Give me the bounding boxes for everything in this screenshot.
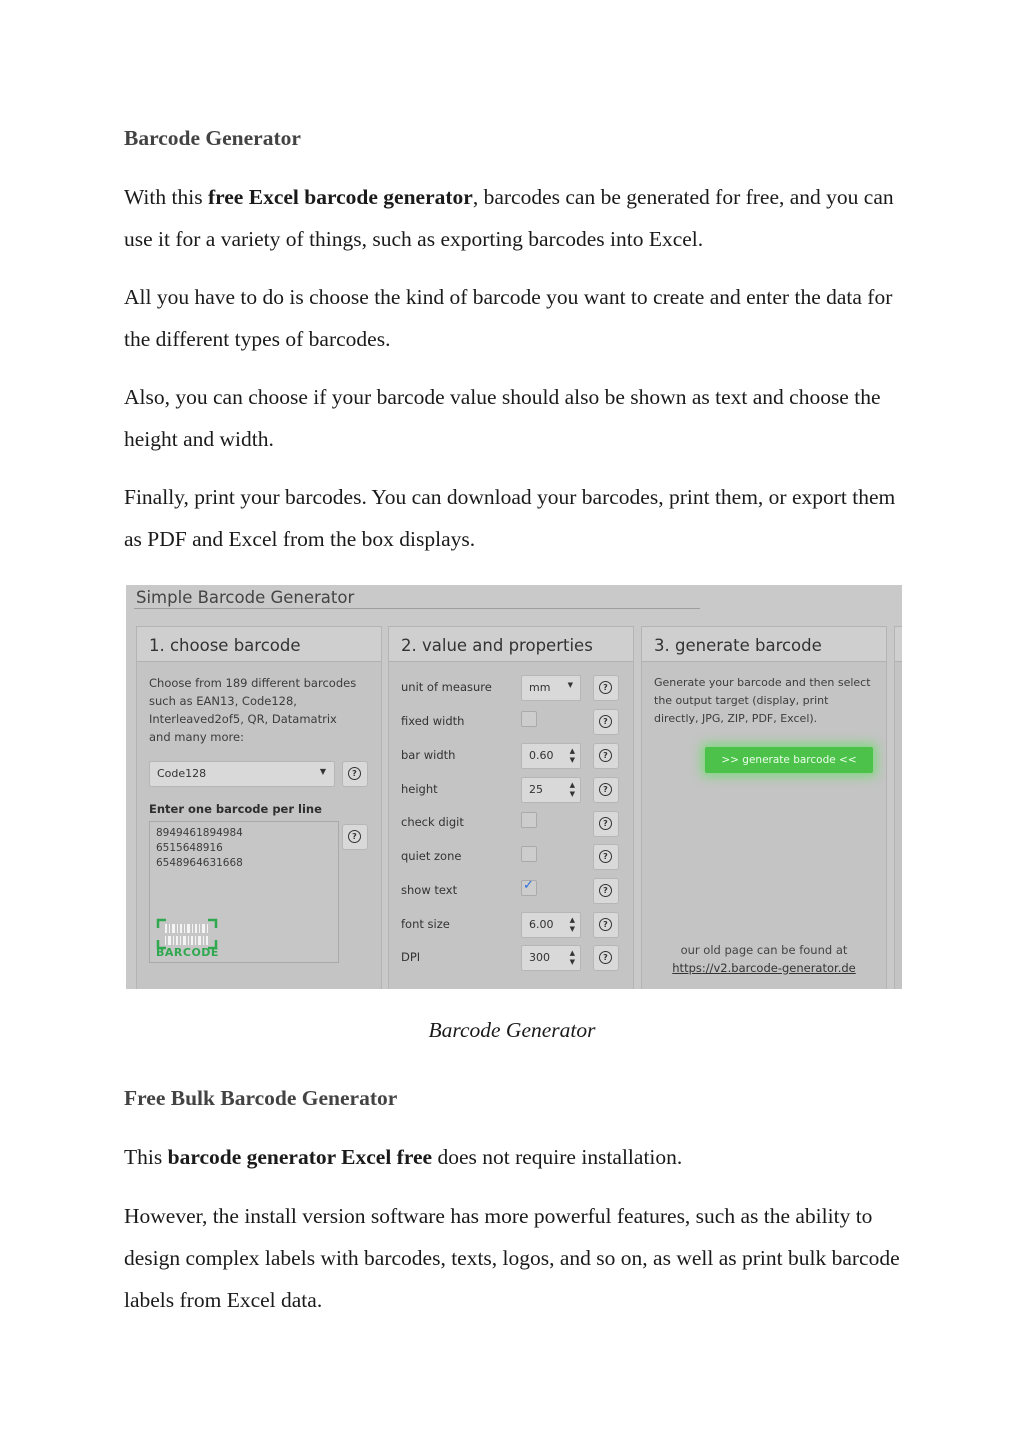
question-icon: ? bbox=[348, 767, 361, 780]
height-value: 25 bbox=[529, 783, 543, 796]
panel-generate-barcode bbox=[641, 626, 887, 989]
panel1-description: Choose from 189 different barcodes such as EAN13, Code128, Interleaved2of5, QR, Datamatrix and many more: bbox=[149, 676, 357, 744]
height-input[interactable] bbox=[521, 777, 581, 803]
check-digit-label: check digit bbox=[401, 815, 464, 829]
barcode-data-textarea[interactable] bbox=[149, 821, 339, 963]
show-text-checkbox[interactable] bbox=[521, 880, 537, 896]
barcode-logo-text: BARCODE bbox=[156, 946, 219, 959]
panel1-title: 1. choose barcode bbox=[137, 627, 381, 662]
question-icon: ? bbox=[599, 749, 612, 762]
question-icon: ? bbox=[599, 681, 612, 694]
no-install-text-after: does not require installation. bbox=[432, 1145, 683, 1169]
dpi-input[interactable] bbox=[521, 945, 581, 971]
old-page-link[interactable]: https://v2.barcode-generator.de bbox=[672, 961, 856, 975]
dpi-value: 300 bbox=[529, 951, 550, 964]
height-label: height bbox=[401, 782, 438, 796]
paragraph-install-version: However, the install version software has more powerful features, such as the ability to design complex labels with barcodes, texts, logos, and so on, as well as print bulk barcode labels from Excel data. bbox=[124, 1204, 900, 1312]
help-font-size-button[interactable] bbox=[593, 912, 619, 938]
barcode-line: 6515648916 bbox=[156, 842, 223, 854]
barcode-generator-screenshot bbox=[126, 585, 902, 989]
help-height-button[interactable] bbox=[593, 777, 619, 803]
input-label: Enter one barcode per line bbox=[149, 802, 322, 816]
unit-of-measure-label: unit of measure bbox=[401, 680, 492, 694]
panel3-title: 3. generate barcode bbox=[642, 627, 886, 662]
quiet-zone-checkbox[interactable] bbox=[521, 846, 537, 862]
spinner-arrows-icon[interactable]: ▲ ▼ bbox=[569, 781, 575, 798]
old-page-note: our old page can be found at bbox=[680, 943, 848, 957]
intro-text-after: , barcodes can be generated for free, and you can use it for a variety of things, such as exporting barcodes into Excel. bbox=[124, 185, 894, 251]
checkmark-icon: ✓ bbox=[523, 878, 534, 893]
show-text-label: show text bbox=[401, 883, 458, 897]
question-icon: ? bbox=[599, 951, 612, 964]
barcode-line: 6548964631668 bbox=[156, 857, 243, 869]
paragraph-text-options: Also, you can choose if your barcode value should also be shown as text and choose the height and width. bbox=[124, 385, 881, 451]
help-show-text-button[interactable] bbox=[593, 878, 619, 904]
bar-width-value: 0.60 bbox=[529, 749, 554, 762]
panel-value-properties bbox=[388, 626, 634, 989]
panel-partial bbox=[894, 626, 902, 989]
question-icon: ? bbox=[348, 830, 361, 843]
help-barcode-type-button[interactable] bbox=[342, 761, 368, 787]
chevron-down-icon: ▼ bbox=[567, 681, 573, 689]
barcode-data-lines bbox=[156, 826, 243, 871]
paragraph-print: Finally, print your barcodes. You can download your barcodes, print them, or export them as PDF and Excel from the box displays. bbox=[124, 485, 896, 551]
dpi-label: DPI bbox=[401, 950, 421, 964]
help-quiet-zone-button[interactable] bbox=[593, 844, 619, 870]
no-install-text-before: This bbox=[124, 1145, 168, 1169]
title-divider bbox=[134, 608, 700, 609]
heading-barcode-generator: Barcode Generator bbox=[124, 126, 301, 150]
panel-choose-barcode bbox=[136, 626, 382, 989]
fixed-width-label: fixed width bbox=[401, 714, 465, 728]
figure-caption: Barcode Generator bbox=[428, 1018, 596, 1042]
spinner-arrows-icon[interactable]: ▲ ▼ bbox=[569, 916, 575, 933]
help-barcode-data-button[interactable] bbox=[342, 824, 368, 850]
font-size-input[interactable] bbox=[521, 912, 581, 938]
spinner-arrows-icon[interactable]: ▲ ▼ bbox=[569, 949, 575, 966]
help-fixed-width-button[interactable] bbox=[593, 709, 619, 735]
bar-width-input[interactable] bbox=[521, 743, 581, 769]
paragraph-no-install bbox=[124, 1136, 914, 1178]
barcode-type-value: Code128 bbox=[157, 767, 207, 780]
quiet-zone-label: quiet zone bbox=[401, 849, 462, 863]
question-icon: ? bbox=[599, 884, 612, 897]
barcode-line: 8949461894984 bbox=[156, 827, 243, 839]
help-unit-button[interactable] bbox=[593, 675, 619, 701]
help-bar-width-button[interactable] bbox=[593, 743, 619, 769]
check-digit-checkbox[interactable] bbox=[521, 812, 537, 828]
bar-width-label: bar width bbox=[401, 748, 456, 762]
barcode-type-select[interactable] bbox=[149, 761, 335, 787]
question-icon: ? bbox=[599, 918, 612, 931]
panel2-title: 2. value and properties bbox=[389, 627, 633, 662]
paragraph-intro bbox=[124, 176, 914, 260]
heading-free-bulk: Free Bulk Barcode Generator bbox=[124, 1086, 398, 1110]
spinner-arrows-icon[interactable]: ▲ ▼ bbox=[569, 747, 575, 764]
barcode-logo bbox=[156, 918, 218, 958]
font-size-value: 6.00 bbox=[529, 918, 554, 931]
screenshot-title: Simple Barcode Generator bbox=[136, 588, 355, 607]
help-check-digit-button[interactable] bbox=[593, 811, 619, 837]
question-icon: ? bbox=[599, 817, 612, 830]
chevron-down-icon: ▼ bbox=[319, 767, 326, 776]
panel-partial-head bbox=[895, 627, 902, 662]
intro-text-before: With this bbox=[124, 185, 208, 209]
paragraph-choose: All you have to do is choose the kind of barcode you want to create and enter the data for the different types of barcodes. bbox=[124, 285, 893, 351]
intro-bold: free Excel barcode generator bbox=[207, 185, 473, 209]
question-icon: ? bbox=[599, 850, 612, 863]
font-size-label: font size bbox=[401, 917, 450, 931]
generate-barcode-button[interactable]: >> generate barcode << bbox=[705, 747, 873, 773]
question-icon: ? bbox=[599, 715, 612, 728]
question-icon: ? bbox=[599, 783, 612, 796]
panel3-description: Generate your barcode and then select the output target (display, print directly, JPG, ZIP, PDF, Excel). bbox=[654, 676, 871, 725]
no-install-bold: barcode generator Excel free bbox=[167, 1145, 433, 1169]
fixed-width-checkbox[interactable] bbox=[521, 711, 537, 727]
help-dpi-button[interactable] bbox=[593, 945, 619, 971]
unit-of-measure-select[interactable] bbox=[521, 675, 581, 701]
unit-of-measure-value: mm bbox=[529, 681, 551, 694]
